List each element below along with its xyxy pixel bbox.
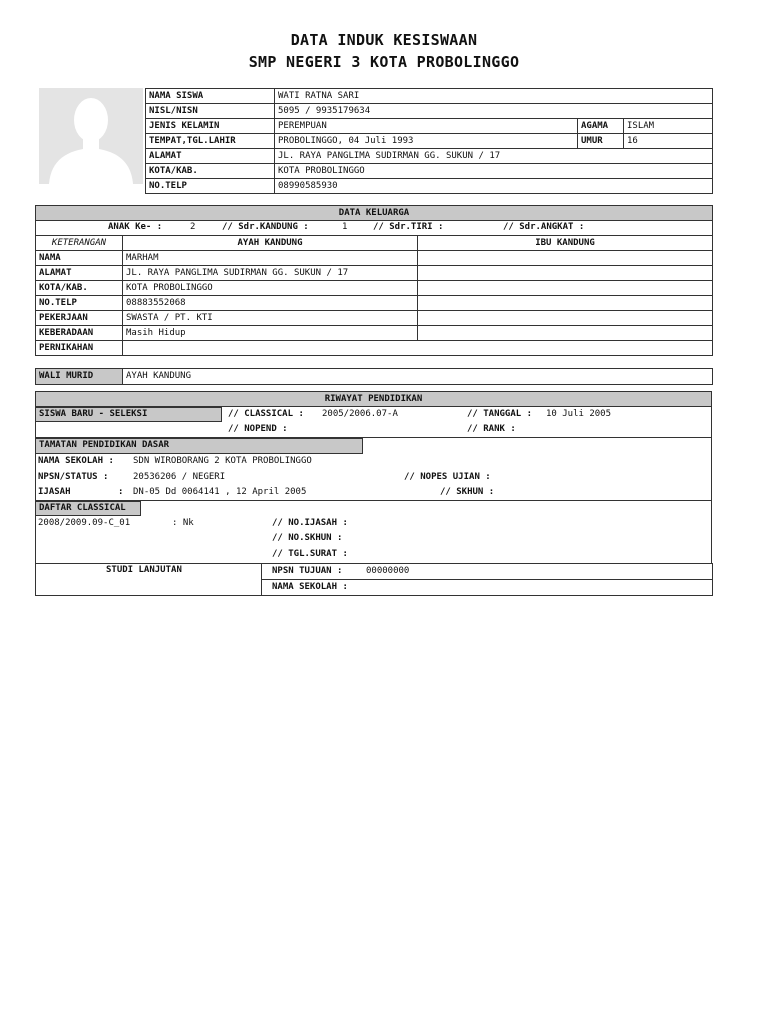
wali-table bbox=[35, 368, 713, 385]
ijasah-label: IJASAH bbox=[38, 487, 71, 497]
daftar-classical-label: DAFTAR CLASSICAL bbox=[35, 501, 141, 516]
family-row-label: NO.TELP bbox=[36, 296, 123, 311]
siswa-baru-label: SISWA BARU - SELEKSI bbox=[35, 407, 222, 422]
family-row-label: KEBERADAAN bbox=[36, 326, 123, 341]
nopes-label: // NOPES UJIAN : bbox=[404, 472, 491, 482]
daftar-classical-value: 2008/2009.09-C_01 bbox=[38, 518, 131, 528]
family-row-label: PERNIKAHAN bbox=[36, 341, 123, 356]
ayah-value: 08883552068 bbox=[123, 296, 418, 311]
nama-sekolah-tujuan-row bbox=[262, 580, 713, 596]
pernikahan-value bbox=[123, 341, 713, 356]
npsn-tujuan-value: 00000000 bbox=[366, 566, 410, 576]
tamatan-label: TAMATAN PENDIDIKAN DASAR bbox=[35, 438, 363, 454]
nama-siswa-value: WATI RATNA SARI bbox=[275, 89, 713, 104]
nopend-label: // NOPEND : bbox=[228, 424, 288, 434]
wali-value: AYAH KANDUNG bbox=[123, 369, 713, 385]
umur-value: 16 bbox=[624, 134, 713, 149]
nama-siswa-label: NAMA SISWA bbox=[146, 89, 275, 104]
skhun-label: // SKHUN : bbox=[440, 487, 495, 497]
nama-sekolah-value: SDN WIROBORANG 2 KOTA PROBOLINGGO bbox=[133, 456, 312, 466]
ayah-value: SWASTA / PT. KTI bbox=[123, 311, 418, 326]
nk-label: : Nk bbox=[172, 518, 194, 528]
ttl-value: PROBOLINGGO, 04 Juli 1993 bbox=[275, 134, 578, 149]
family-section-title: DATA KELUARGA bbox=[36, 206, 713, 221]
rank-label: // RANK : bbox=[467, 424, 516, 434]
tgl-surat-label: // TGL.SURAT : bbox=[272, 549, 348, 559]
no-skhun-label: // NO.SKHUN : bbox=[272, 533, 343, 543]
family-row-label: ALAMAT bbox=[36, 266, 123, 281]
family-table bbox=[35, 205, 713, 356]
ibu-value bbox=[418, 326, 713, 341]
ibu-header: IBU KANDUNG bbox=[418, 236, 713, 251]
ttl-label: TEMPAT,TGL.LAHIR bbox=[146, 134, 275, 149]
ijasah-value: DN-05 Dd 0064141 , 12 April 2005 bbox=[133, 487, 307, 497]
studi-lanjutan-table bbox=[35, 563, 713, 596]
npsn-label: NPSN/STATUS : bbox=[38, 472, 109, 482]
ayah-value: JL. RAYA PANGLIMA SUDIRMAN GG. SUKUN / 17 bbox=[123, 266, 418, 281]
sdr-kandung-value: 1 bbox=[342, 222, 348, 232]
family-row-label: NAMA bbox=[36, 251, 123, 266]
classical-label: // CLASSICAL : bbox=[228, 409, 304, 419]
umur-label: UMUR bbox=[578, 134, 624, 149]
anak-ke-label: ANAK Ke- : bbox=[108, 222, 163, 232]
nisn-value: 5095 / 9935179634 bbox=[275, 104, 713, 119]
ayah-value: Masih Hidup bbox=[123, 326, 418, 341]
avatar-silhouette-icon bbox=[39, 88, 143, 184]
telp-label: NO.TELP bbox=[146, 179, 275, 194]
npsn-value: 20536206 / NEGERI bbox=[133, 472, 226, 482]
alamat-label: ALAMAT bbox=[146, 149, 275, 164]
agama-value: ISLAM bbox=[624, 119, 713, 134]
keterangan-header: KETERANGAN bbox=[36, 236, 123, 251]
alamat-value: JL. RAYA PANGLIMA SUDIRMAN GG. SUKUN / 17 bbox=[275, 149, 713, 164]
kota-label: KOTA/KAB. bbox=[146, 164, 275, 179]
studi-lanjutan-label: STUDI LANJUTAN bbox=[36, 564, 262, 596]
ibu-value bbox=[418, 281, 713, 296]
page-subtitle: SMP NEGERI 3 KOTA PROBOLINGGO bbox=[248, 53, 520, 71]
education-section-header bbox=[35, 391, 712, 407]
family-row-label: KOTA/KAB. bbox=[36, 281, 123, 296]
jenis-kelamin-label: JENIS KELAMIN bbox=[146, 119, 275, 134]
page-title: DATA INDUK KESISWAAN bbox=[290, 31, 478, 49]
telp-value: 08990585930 bbox=[275, 179, 713, 194]
kota-value: KOTA PROBOLINGGO bbox=[275, 164, 713, 179]
nama-sekolah-label: NAMA SEKOLAH : bbox=[38, 456, 114, 466]
ibu-value bbox=[418, 311, 713, 326]
npsn-tujuan-label: NPSN TUJUAN : bbox=[272, 566, 343, 576]
agama-label: AGAMA bbox=[578, 119, 624, 134]
no-ijasah-label: // NO.IJASAH : bbox=[272, 518, 348, 528]
siblings-row bbox=[36, 221, 713, 236]
tanggal-value: 10 Juli 2005 bbox=[546, 409, 612, 419]
jenis-kelamin-value: PEREMPUAN bbox=[275, 119, 578, 134]
ibu-value bbox=[418, 251, 713, 266]
ayah-value: KOTA PROBOLINGGO bbox=[123, 281, 418, 296]
ibu-value bbox=[418, 296, 713, 311]
sdr-angkat-label: // Sdr.ANGKAT : bbox=[503, 222, 585, 232]
ijasah-colon: : bbox=[118, 487, 124, 497]
sdr-tiri-label: // Sdr.TIRI : bbox=[373, 222, 444, 232]
anak-ke-value: 2 bbox=[190, 222, 196, 232]
npsn-tujuan-row bbox=[262, 564, 713, 580]
education-section-title: RIWAYAT PENDIDIKAN bbox=[324, 394, 423, 404]
tanggal-label: // TANGGAL : bbox=[467, 409, 533, 419]
family-row-label: PEKERJAAN bbox=[36, 311, 123, 326]
wali-label: WALI MURID bbox=[36, 369, 123, 385]
student-photo bbox=[39, 88, 143, 184]
sdr-kandung-label: // Sdr.KANDUNG : bbox=[222, 222, 309, 232]
ayah-value: MARHAM bbox=[123, 251, 418, 266]
ibu-value bbox=[418, 266, 713, 281]
nama-sekolah-tujuan-label: NAMA SEKOLAH : bbox=[272, 582, 348, 592]
nisn-label: NISL/NISN bbox=[146, 104, 275, 119]
student-info-table bbox=[145, 88, 713, 194]
classical-value: 2005/2006.07-A bbox=[322, 409, 398, 419]
ayah-header: AYAH KANDUNG bbox=[123, 236, 418, 251]
